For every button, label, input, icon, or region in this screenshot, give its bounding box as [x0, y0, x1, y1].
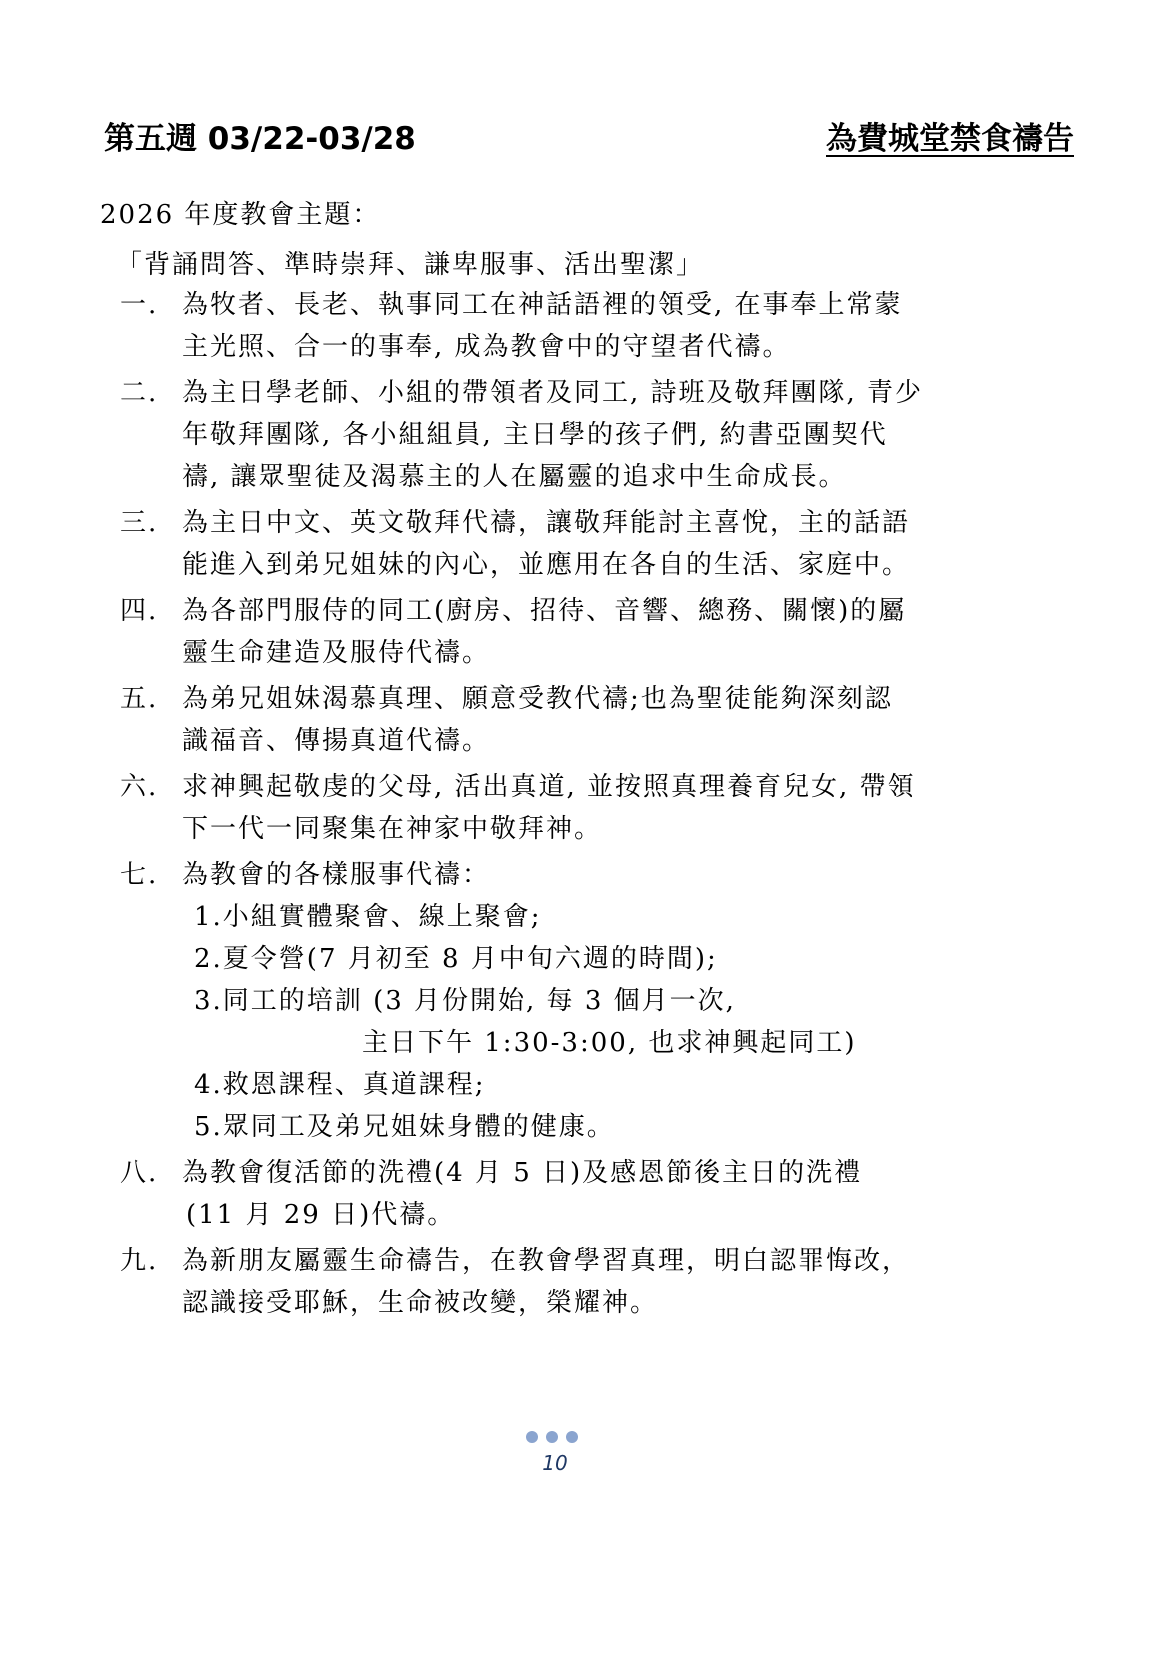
sub-item-3: 3.同工的培訓 (3 月份開始, 每 3 個月一次, — [194, 986, 736, 1016]
item-line: 認識接受耶穌，生命被改變，榮耀神。 — [182, 1288, 659, 1318]
item-line: 為各部門服侍的同工(廚房、招待、音響、總務、關懷)的屬 — [182, 596, 907, 626]
ornament-dot-icon — [546, 1431, 558, 1443]
week-label: 第五週 03/22-03/28 — [104, 121, 416, 157]
prayer-item-2 — [120, 372, 1060, 498]
item-line: 為主日中文、英文敬拜代禱，讓敬拜能討主喜悅，主的話語 — [182, 508, 911, 538]
sub-item-3-continued: 主日下午 1:30-3:00, 也求神興起同工) — [362, 1028, 857, 1058]
item-line: 能進入到弟兄姐妹的內心，並應用在各自的生活、家庭中。 — [182, 550, 911, 580]
item-line: 求神興起敬虔的父母, 活出真道, 並按照真理養育兒女, 帶領 — [182, 772, 916, 802]
item-number: 九. — [120, 1246, 159, 1276]
sub-item-4: 4.救恩課程、真道課程; — [194, 1070, 486, 1100]
sub-item-2: 2.夏令營(7 月初至 8 月中旬六週的時間); — [194, 944, 718, 974]
item-line: 為牧者、長老、執事同工在神話語裡的領受, 在事奉上常蒙 — [182, 290, 903, 320]
item-line: 下一代一同聚集在神家中敬拜神。 — [182, 814, 603, 844]
item-number: 三. — [120, 508, 159, 538]
theme-text: 「背誦問答、準時崇拜、謙卑服事、活出聖潔」 — [116, 250, 705, 280]
item-line: 識福音、傳揚真道代禱。 — [182, 726, 491, 756]
prayer-item-9 — [120, 1240, 1060, 1324]
page-title: 為費城堂禁食禱告 — [826, 121, 1074, 157]
item-line: 禱, 讓眾聖徒及渴慕主的人在屬靈的追求中生命成長。 — [182, 462, 847, 492]
prayer-item-5 — [120, 678, 1060, 762]
sub-item-5: 5.眾同工及弟兄姐妹身體的健康。 — [194, 1112, 615, 1142]
item-number: 六. — [120, 772, 159, 802]
page-ornament — [526, 1431, 586, 1445]
item-number: 四. — [120, 596, 159, 626]
item-line: 為教會的各樣服事代禱： — [182, 860, 491, 890]
ornament-dot-icon — [526, 1431, 538, 1443]
ornament-dot-icon — [566, 1431, 578, 1443]
item-line: 為新朋友屬靈生命禱告，在教會學習真理，明白認罪悔改， — [182, 1246, 911, 1276]
item-line: 主光照、合一的事奉, 成為教會中的守望者代禱。 — [182, 332, 791, 362]
prayer-item-1 — [120, 284, 1060, 368]
sub-item-1: 1.小組實體聚會、線上聚會; — [194, 902, 542, 932]
prayer-item-7 — [120, 854, 1060, 1148]
item-line: 年敬拜團隊, 各小組組員, 主日學的孩子們, 約書亞團契代 — [182, 420, 888, 450]
prayer-item-8 — [120, 1152, 1060, 1236]
prayer-item-3 — [120, 502, 1060, 586]
prayer-list — [120, 284, 1060, 1328]
item-number: 五. — [120, 684, 159, 714]
item-number: 二. — [120, 378, 159, 408]
item-line: 為教會復活節的洗禮(4 月 5 日)及感恩節後主日的洗禮 — [182, 1158, 863, 1188]
prayer-item-4 — [120, 590, 1060, 674]
item-line: (11 月 29 日)代禱。 — [186, 1200, 456, 1230]
item-number: 一. — [120, 290, 159, 320]
page-header — [104, 118, 1074, 166]
item-line: 為主日學老師、小組的帶領者及同工, 詩班及敬拜團隊, 青少 — [182, 378, 924, 408]
item-number: 八. — [120, 1158, 159, 1188]
page-number: 10 — [542, 1451, 568, 1475]
item-number: 七. — [120, 860, 159, 890]
theme-year-label: 2026 年度教會主題： — [100, 200, 381, 230]
prayer-item-6 — [120, 766, 1060, 850]
item-line: 靈生命建造及服侍代禱。 — [182, 638, 491, 668]
item-line: 為弟兄姐妹渴慕真理、願意受教代禱;也為聖徒能夠深刻認 — [182, 684, 893, 714]
